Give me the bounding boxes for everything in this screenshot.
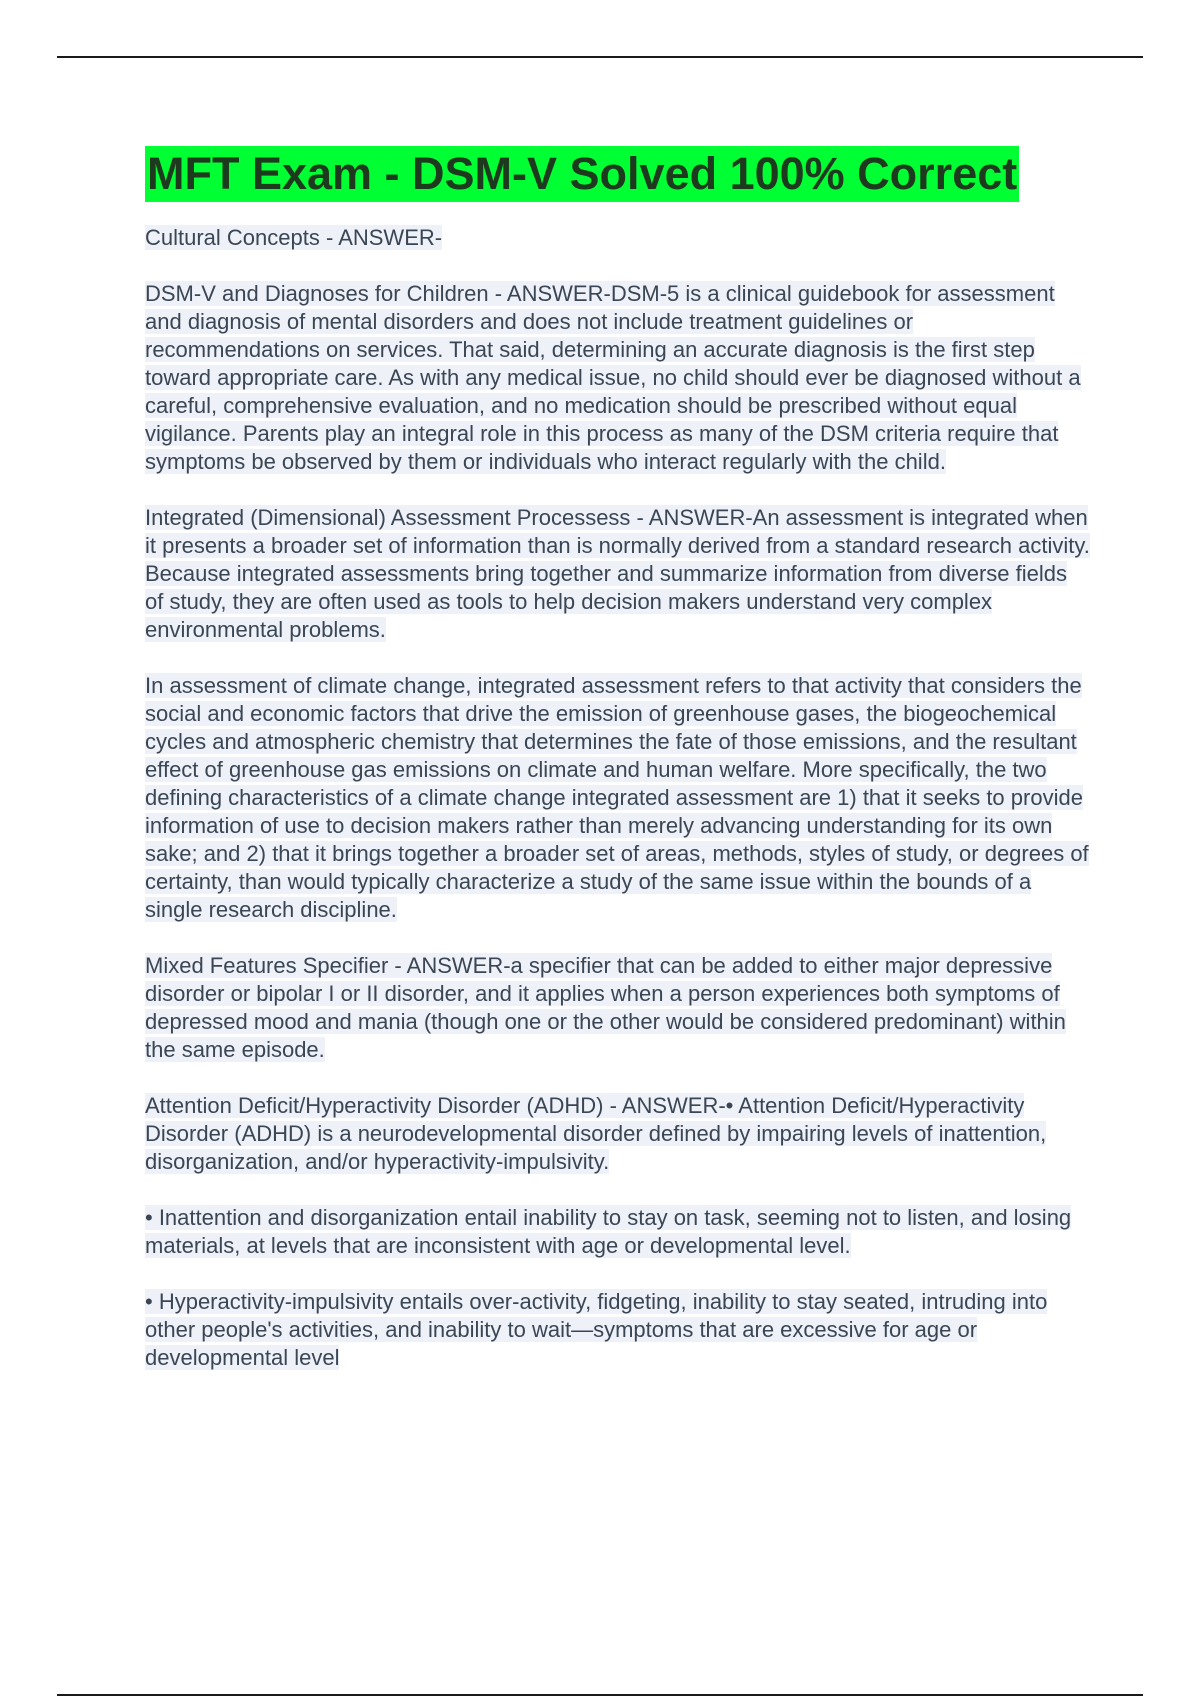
qa-inattention bbox=[145, 1204, 1090, 1260]
qa-text: Integrated (Dimensional) Assessment Processess - ANSWER-An assessment is integrated when it presents a broader set of information than is normally derived from a standard research activity. Because integrated assessments bring together and summarize information from diverse fields of study, they are often used as tools to help decision makers understand very complex environmental problems. bbox=[145, 505, 1090, 642]
qa-adhd bbox=[145, 1092, 1090, 1176]
qa-text: Mixed Features Specifier - ANSWER-a specifier that can be added to either major depressive disorder or bipolar I or II disorder, and it applies when a person experiences both symptoms of depressed mood and mania (though one or the other would be considered predominant) within the same episode. bbox=[145, 953, 1066, 1062]
qa-text: In assessment of climate change, integrated assessment refers to that activity that considers the social and economic factors that drive the emission of greenhouse gases, the biogeochemical cycles and atmospheric chemistry that determines the fate of those emissions, and the resultant effect of greenhouse gas emissions on climate and human welfare. More specifically, the two defining characteristics of a climate change integrated assessment are 1) that it seeks to provide information of use to decision makers rather than merely advancing understanding for its own sake; and 2) that it brings together a broader set of areas, methods, styles of study, or degrees of certainty, than would typically characterize a study of the same issue within the bounds of a single research discipline. bbox=[145, 673, 1089, 922]
qa-text: Attention Deficit/Hyperactivity Disorder (ADHD) - ANSWER-• Attention Deficit/Hyperactivity Disorder (ADHD) is a neurodevelopmental disorder defined by impairing levels of inattention, disorganization, and/or hyperactivity-impulsivity. bbox=[145, 1093, 1047, 1174]
qa-text: Cultural Concepts - ANSWER- bbox=[145, 225, 443, 250]
document-body bbox=[145, 146, 1090, 1372]
qa-text: • Inattention and disorganization entail inability to stay on task, seeming not to listen, and losing materials, at levels that are inconsistent with age or developmental level. bbox=[145, 1205, 1072, 1258]
bottom-rule bbox=[57, 1694, 1143, 1696]
qa-mixed-features bbox=[145, 952, 1090, 1064]
qa-text: • Hyperactivity-impulsivity entails over-activity, fidgeting, inability to stay seated, intruding into other people's activities, and inability to wait—symptoms that are excessive for age or developmental level bbox=[145, 1289, 1048, 1370]
qa-integrated-assessment bbox=[145, 504, 1090, 644]
qa-climate-assessment bbox=[145, 672, 1090, 924]
qa-hyperactivity bbox=[145, 1288, 1090, 1372]
qa-text: DSM-V and Diagnoses for Children - ANSWER-DSM-5 is a clinical guidebook for assessment and diagnosis of mental disorders and does not include treatment guidelines or recommendations on services. That said, determining an accurate diagnosis is the first step toward appropriate care. As with any medical issue, no child should ever be diagnosed without a careful, comprehensive evaluation, and no medication should be prescribed without equal vigilance. Parents play an integral role in this process as many of the DSM criteria require that symptoms be observed by them or individuals who interact regularly with the child. bbox=[145, 281, 1081, 474]
document-title: MFT Exam - DSM-V Solved 100% Correct bbox=[145, 146, 1019, 202]
top-rule bbox=[57, 56, 1143, 58]
qa-dsm-children bbox=[145, 280, 1090, 476]
qa-cultural-concepts bbox=[145, 224, 1090, 252]
